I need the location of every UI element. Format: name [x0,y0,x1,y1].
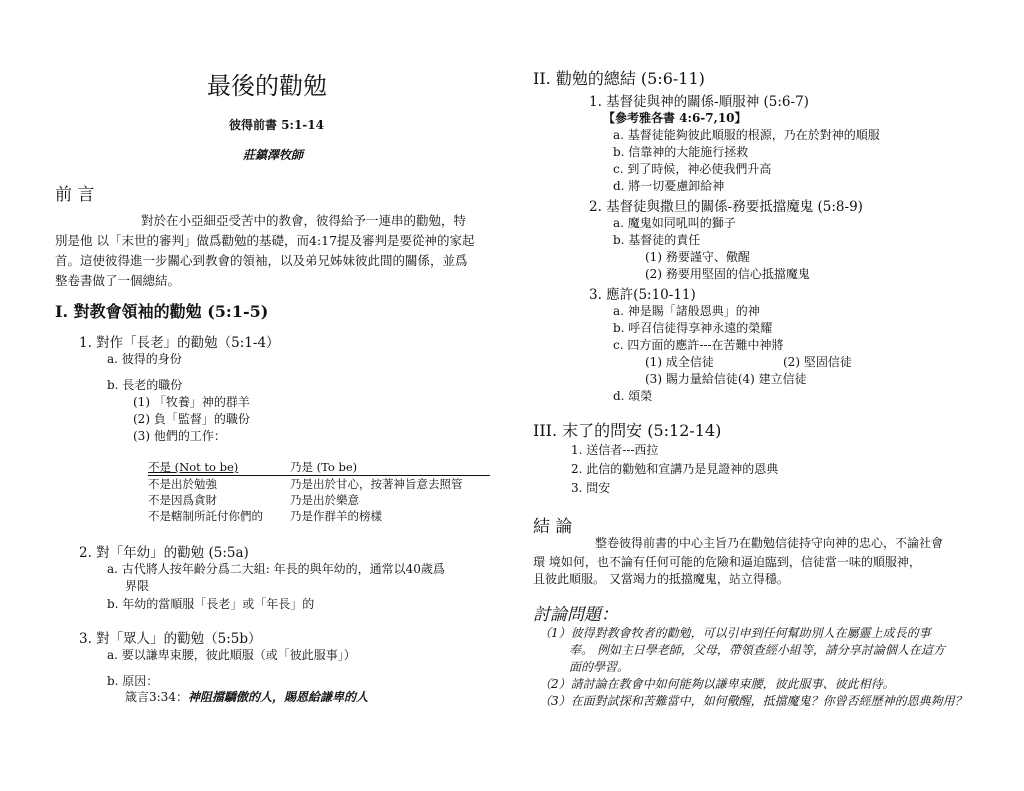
point-heading: 2. 對「年幼」的勸勉 (5:5a) [79,545,249,561]
scripture-reference: 彼得前書 5:1-14 [229,118,324,132]
table-cell: 乃是出於甘心，按著神旨意去照管 [290,477,463,491]
sub-item: (2) 堅固信徒 [783,355,852,369]
table-header [148,459,490,476]
intro-line: 整卷書做了一個總結。 [55,273,181,288]
point-item: c. 到了時候，神必使我們升高 [613,162,772,176]
section-heading: III. 末了的問安 (5:12-14) [533,421,722,440]
discussion-question: 面的學習。 [569,660,630,674]
point-item: b. 原因： [107,674,159,688]
point-item: a. 要以謙卑束腰，彼此順服（或「彼此服事」） [107,648,356,662]
proverb-text: 神阻擋驕傲的人，賜恩給謙卑的人 [187,690,368,704]
point-item: 界限 [125,579,150,593]
point-item: 1. 送信者---西拉 [571,443,659,457]
comparison-table [148,459,490,524]
conclusion-line: 整卷彼得前書的中心主旨乃在勸勉信徒持守向神的忠心，不論社會 [595,536,944,550]
point-item: 3. 問安 [571,481,611,495]
sub-item: (3) 賜力量給信徒(4) 建立信徒 [645,372,807,386]
point-item: c. 四方面的應許---在苦難中神將 [613,338,784,352]
point-item: a. 古代將人按年齡分爲二大組: 年長的與年幼的，通常以40歲爲 [107,562,445,576]
sub-item: (1) 成全信徒 [645,355,714,369]
intro-line: 對於在小亞細亞受苦中的教會，彼得給予一連串的勸勉，特 [141,213,467,228]
intro-line: 首。這使彼得進一步關心到教會的領袖，以及弟兄姊妹彼此間的關係，並爲 [55,253,468,268]
proverb-quote [125,688,368,705]
point-heading: 2. 基督徒與撒旦的關係-務要抵擋魔鬼 (5:8-9) [589,199,863,215]
table-row [148,492,490,508]
point-item: a. 彼得的身份 [107,352,182,366]
sub-item: (1) 務要謹守、儆醒 [645,250,750,264]
point-heading: 3. 對「眾人」的勸勉（5:5b） [79,631,262,647]
point-heading: 1. 對作「長老」的勸勉（5:1-4） [79,335,280,351]
point-reference: 【參考雅各書 4:6-7,10】 [603,111,747,125]
sub-item: (2) 負「監督」的職份 [133,412,250,426]
table-cell: 乃是出於樂意 [290,493,359,507]
discussion-question: （2）請討論在教會中如何能夠以謙卑束腰，彼此服事、彼此相待。 [539,677,895,691]
point-heading: 1. 基督徒與神的關係-順服神 (5:6-7) [589,94,809,110]
point-item: b. 呼召信徒得享神永遠的榮耀 [613,321,773,335]
sub-item: (1) 「牧養」神的群羊 [133,395,250,409]
section-heading: I. 對教會領袖的勸勉 (5:1-5) [55,302,269,321]
table-cell: 不是出於勉強 [148,477,217,491]
point-item: d. 頌榮 [613,389,653,403]
discussion-question: （1）彼得對教會牧者的勸勉，可以引申到任何幫助別人在屬靈上成長的事 [539,626,931,640]
conclusion-line: 且彼此順服。 又當竭力的抵擋魔鬼，站立得穩。 [533,572,789,586]
table-cell: 乃是作群羊的榜樣 [290,509,382,523]
point-item: a. 魔鬼如同吼叫的獅子 [613,216,736,230]
point-item: a. 神是賜「諸般恩典」的神 [613,304,760,318]
sub-item: (2) 務要用堅固的信心抵擋魔鬼 [645,267,810,281]
table-row [148,476,490,492]
sub-item: (3) 他們的工作： [133,429,226,443]
discussion-heading: 討論問題： [533,605,618,625]
intro-line: 別是他 以「末世的審判」做爲勸勉的基礎，而4:17提及審判是要從神的家起 [55,233,475,248]
point-item: b. 信靠神的大能施行拯救 [613,145,749,159]
table-cell: 不是轄制所託付你們的 [148,509,263,523]
table-header-cell: 不是 (Not to be) [148,460,239,474]
conclusion-line: 環 境如何，也不論有任何可能的危險和逼迫臨到，信徒當一味的順服神， [533,555,921,569]
proverb-reference: 箴言3:34： [125,690,188,704]
discussion-question: （3）在面對試探和苦難當中，如何儆醒，抵擋魔鬼？你曾否經歷神的恩典夠用？ [539,694,967,708]
point-item: b. 年幼的當順服「長老」或「年長」的 [107,597,315,611]
intro-heading: 前 言 [55,185,95,205]
table-row [148,508,490,524]
discussion-question: 奉。 例如主日學老師，父母，帶領查經小組等，請分享討論個人在這方 [569,643,945,657]
point-heading: 3. 應許(5:10-11) [589,287,696,303]
point-item: b. 基督徒的責任 [613,233,701,247]
table-cell: 不是因爲貪財 [148,493,217,507]
conclusion-heading: 結 論 [533,517,573,537]
author: 莊鎮澤牧師 [243,148,304,162]
section-heading: II. 勸勉的總結 (5:6-11) [533,69,705,88]
point-item: a. 基督徒能夠彼此順服的根源，乃在於對神的順服 [613,128,880,142]
page-title: 最後的勸勉 [207,72,327,100]
table-header-cell: 乃是 (To be) [290,460,358,474]
point-item: 2. 此信的勸勉和宣講乃是見證神的恩典 [571,462,779,476]
point-item: d. 將一切憂慮卸給神 [613,179,725,193]
point-item: b. 長老的職份 [107,378,183,392]
